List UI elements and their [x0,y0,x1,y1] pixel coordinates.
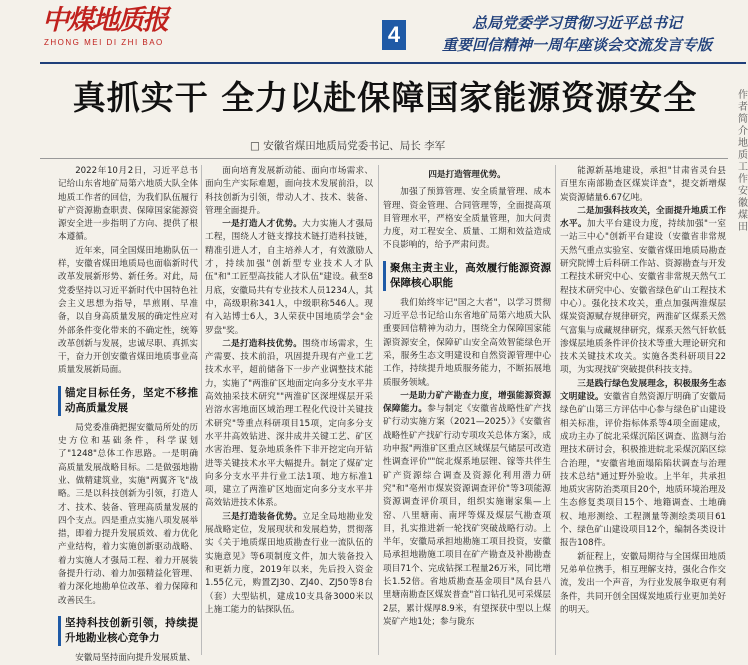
article-byline: □ 安徽省煤田地质局党委书记、局长 李军 [250,140,446,152]
paragraph: 面向培育发展新动能、面向市场需求、面向生产实际难题，面向技术发展前沿，以科技创新为引领，带动人才、技术、装备、管理全面提升。 [205,166,373,216]
paragraph-text: 安徽省自然资源厅明确了安徽局绿色矿山第三方评估中心参与绿色矿山建设相关标准，评价指标体系等4项全面建成，成功主办了皖北采煤沉陷区调查、监测与治理技术研讨会，积极推进皖北采煤沉陷区综合治理，"安徽省地面塌陷陷状调查与治理技术总结"通过野外验收。上半年，共承担地质灾害防治类项目20个，地质环境治理及生态修复类项目15个、地籍调查、土地确权、地形测绘、工程测量等测绘类项目61个、绿色矿山建设项目12个，编制各类设计报告108件。 [560,392,726,549]
paragraph: 加强了预算管理、安全质量管理、成本管理、资金管理、合同管理等，全面提高项目管理水平，严格安全质量管理，加大问责力度，对工程安全、质量、工期和效益造成不良影响的，给予严肃问责。 [383,187,551,251]
paragraph: 2022年10月2日，习近平总书记给山东省地矿局第六地质大队全体地质工作者的回信，为我们队伍履行矿产资源勘查职责、保障国家能源资源安全进一步指明了方向、提供了根本遵循。 [58,166,198,243]
paragraph-text: 立足全局地勘业发展战略定位，发展现状和发展趋势，贯彻落实《关于地质煤田地质勘查行业一流队伍的实施意见》等6项制度文件，加大装备投入和更新力度，2019年以来，先后投入资金1.55亿元，购置ZJ30、ZJ40、ZJ50等8台（套）大型钻机，建成10支具备3000米以上施工能力的钻探队伍。 [205,511,373,615]
paragraph: 新征程上，安徽局期待与全国煤田地质兄弟单位携手，相互理解支持，强化合作交流，发出一个声音，为行业发展争取更有利条件，共同开创全国煤炭地质行业更加美好的明天。 [560,551,726,615]
column-divider [201,165,202,655]
article-column-1 [58,165,198,664]
paragraph-text: 大力实施人才强局工程，围绕人才链支撑技术链打造科技链，精准引进人才，自主培养人才，有效激励人才，持续加强"创新型专业技术人才队伍"和"工匠型高技能人才队伍"建设。截至8月底，安徽局共有专业技术人员1234人，其中，高级职称341人，中级职称546人。现有入站博士6人，3人荣获中国地质学会"金罗盘"奖。 [205,219,373,336]
newspaper-logo-pinyin: ZHONG MEI DI ZHI BAO [44,38,164,47]
paragraph [205,218,373,338]
adjacent-column-strip: 作者简介地质工作安徽煤田 [738,90,748,233]
headline-rule [40,158,728,159]
bold-lead: 三是打造装备优势。 [222,511,303,522]
newspaper-logo: 中煤地质报 [42,5,167,36]
paragraph-text: 参与制定《安徽省战略性矿产找矿行动实施方案（2021—2025）》《安徽省战略性矿产找矿行动专项攻关总体方案》，成功申报"两淮矿区重点区域煤层气储层可改造性调查评价""皖北煤系地层锂、镓等共伴生矿产资源综合调查及资源化利用潜力研究"和"亳州市煤炭资源调查评价"等3项能源资源调查评价项目，组织实施谢家集—上窑、八里塘南、南坪等煤及煤层气勘查项目，扎实推进新一轮找矿突破战略行动。上半年，安徽局承担地勘施工项目投资，安徽局承担地勘施工项目在矿产勘查及补勘勘查项目71个、完成钻探工程量26万米，同比增长1.52倍。省地质勘查基金项目"凤台县八里塘南勘查区煤炭普查"首口钻孔见可采煤层2层，累计煤厚8.9米，有望探获中型以上煤炭矿产地1处；参与陇东 [383,404,551,627]
paragraph [560,378,726,551]
column-divider [555,165,556,655]
paragraph: 我们始终牢记"国之大者"，以学习贯彻习近平总书记给山东省地矿局第六地质大队重要回信精神为动力，围绕全力保障国家能源资源安全，保障矿山安全高效智能绿色开采，服务生态文明建设和自然资源管理中心工作，持续提升地质服务能力，不断拓展地质服务领域。 [383,297,551,388]
paragraph-text: 加大平台建设力度，持续加强"一室一站三中心"创新平台建设（安徽省非常规天然气重点实验室、安徽省煤田地质局勘查研究院博士后科研工作站、资源勘查与开发工程技术研究中心、安徽省非常规天然气工程技术研究中心、安徽省绿色矿山工程技术中心）。强化技术攻关，重点加强两淮煤层煤炭资源赋存规律研究，两淮矿区煤系天然气富集与成藏规律研究，煤系天然气钎软低渗煤层地质条件评价技术等重大理论研究和技术关键技术攻关。实施各类科研项目22项，为实现找矿突破提供科技支持。 [560,219,726,376]
bold-lead: 一是打造人才优势。 [222,219,303,230]
paragraph: 近年来，同全国煤田地勘队伍一样，安徽省煤田地质局也面临新时代改革发展新形势、新任务。对此，局党委坚持以习近平新时代中国特色社会主义思想为指导，旱煎刚、早准备，以自身高质量发展的确定性应对外部条件变化带来的不确定性，统筹改革创新与发展，忠诚尽职、真抓实干，奋力开创安徽省煤田地质事业高质量发展新局面。 [58,245,198,376]
section-title [412,12,742,56]
bold-lead: 一是助力矿产勘查力度，增强能源资源保障能力。 [383,390,551,415]
bold-lead: 二是加强科技攻关，全面提升地质工作水平。 [560,205,726,230]
section-title-line2: 重要回信精神一周年座谈会交流发言专版 [441,36,712,54]
subheading: 聚焦主责主业，高效履行能源资源保障核心职能 [383,261,551,291]
paragraph [383,390,551,629]
article-headline: 真抓实干 全力以赴保障国家能源资源安全 [72,78,698,117]
paragraph: 局党委准确把握安徽局所处的历史方位和基础条件，科学谋划了"1248"总体工作思路。一是明确高质量发展战略目标。二是做强地勘业、做精建筑业，实施"两翼齐飞"战略。三是以科技创新为引领，打造人才、技术、装备、管理高质量发展的四个支点。四是重点实施八项发展举措，即着力提升发展质效、着力优化产业结构，着力实施创新驱动战略、着力实施人才强局工程、着力开展装备提升行动、着力加强精益化管理、着力深化地勘单位改革、着力保障和改善民生。 [58,422,198,606]
paragraph [205,511,373,617]
page-number: 4 [382,20,406,50]
paragraph: 安徽局坚持面向提升发展质量、 [75,652,196,663]
section-title-line1: 总局党委学习贯彻习近平总书记 [471,14,682,32]
subheading: 锚定目标任务，坚定不移推动高质量发展 [58,386,198,416]
bold-lead: 四是打造管理优势。 [428,170,506,180]
article-column-2 [205,165,373,664]
bold-lead: 二是打造科技优势。 [222,338,303,349]
masthead-rule [40,62,746,64]
paragraph-text: 围绕市场需求，生产需要、技术前沿，巩固提升现有产业工艺技术水平，超前储备下一步产业调整技术能力，实施了"两淮矿区地面定向多分支水平井高效抽采技术研究""两淮矿区深埋煤层开采岩溶水害地面区域治理工程化代设计关键技术研究"等重点科研项目15项，定向多分支水平井高效钻进、深井成井关键工艺、矿区水害治理、复杂地质条件下非开挖定向开钻进等关键技术水平大幅提升。制定了煤矿定向多分支水平井行业工法1项、地方标准1项，建立了两淮矿区地面定向多分支水平井高效钻进技术体系。 [205,338,373,509]
subheading: 坚持科技创新引领，持续提升地勘业核心竞争力 [58,616,198,646]
paragraph [205,338,373,511]
article-column-3 [383,165,551,664]
article-column-4 [560,165,726,664]
masthead [0,0,746,64]
column-divider [378,165,379,655]
bold-lead: 三是践行绿色发展理念，积极服务生态文明建设。 [560,378,726,403]
paragraph [560,205,726,378]
paragraph: 能源新基地建设，承担"甘肃省灵台县百里东南部勘查区煤炭详查"，提交新增煤炭资源储量6.67亿吨。 [560,166,726,203]
